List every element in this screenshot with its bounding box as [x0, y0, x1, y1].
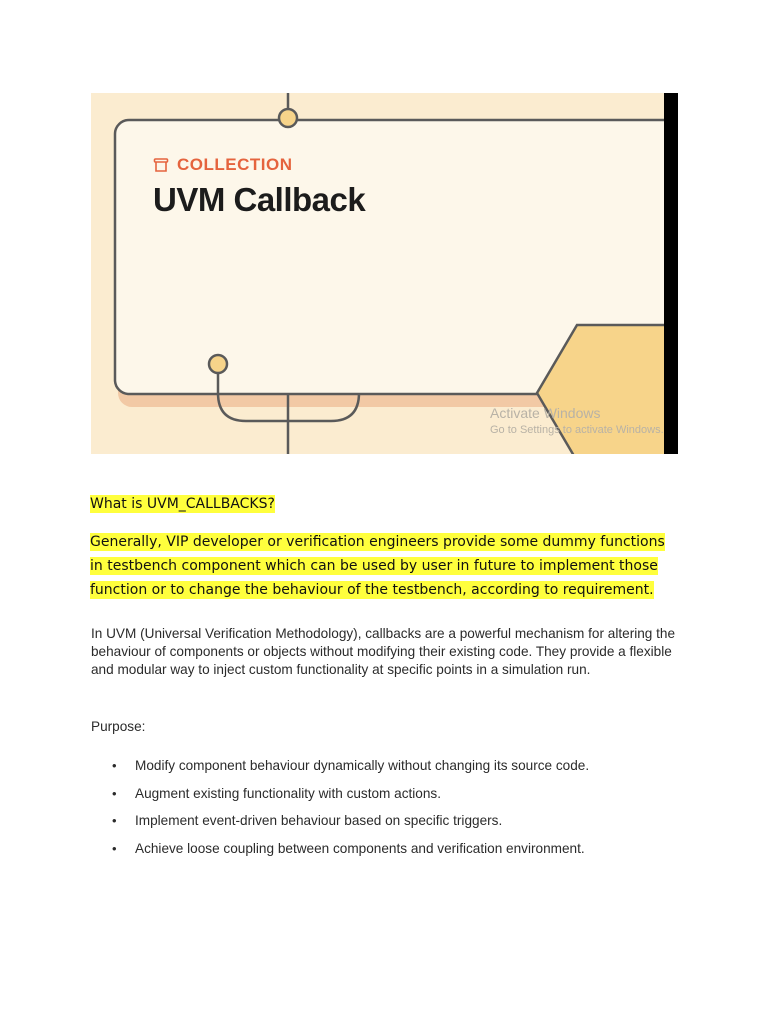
banner-decoration	[91, 93, 678, 454]
list-item-text: Implement event-driven behaviour based on specific triggers.	[135, 813, 503, 828]
collection-label	[153, 155, 365, 175]
bottom-connector-node	[209, 355, 227, 373]
watermark-line-1: Activate Windows	[490, 405, 601, 421]
list-item	[110, 758, 589, 786]
purpose-label: Purpose:	[91, 719, 146, 734]
bullet-icon: •	[112, 813, 117, 828]
banner-title: UVM Callback	[153, 181, 366, 218]
question-text: What is UVM_CALLBACKS?	[90, 496, 275, 512]
right-edge-bar	[664, 93, 678, 454]
highlight-line: function or to change the behaviour of the testbench, according to requirement.	[90, 582, 654, 598]
list-item	[110, 786, 589, 814]
list-item	[110, 813, 589, 841]
list-item-text: Augment existing functionality with custom actions.	[135, 785, 442, 801]
list-item-text: Achieve loose coupling between components and verification environment.	[135, 840, 585, 856]
list-item-text: Modify component behaviour dynamically without changing its source code.	[135, 758, 590, 773]
collection-icon	[153, 157, 169, 173]
question-heading	[90, 496, 275, 512]
banner-image	[91, 93, 678, 454]
bullet-icon: •	[112, 785, 117, 801]
bullet-icon: •	[112, 840, 117, 856]
bullet-icon: •	[112, 758, 117, 773]
intro-paragraph: In UVM (Universal Verification Methodology), callbacks are a powerful mechanism for altering the behaviour of components or objects without modifying their existing code. They provide a flexible and modular way to inject custom functionality at specific points in a simulation run.	[91, 626, 676, 677]
top-connector-node	[279, 109, 297, 127]
highlight-line: Generally, VIP developer or verification engineers provide some dummy functions	[90, 534, 665, 550]
list-item	[110, 841, 589, 869]
collection-text: COLLECTION	[177, 155, 293, 174]
highlight-line: in testbench component which can be used by user in future to implement those	[90, 558, 658, 574]
purpose-list	[110, 758, 589, 868]
watermark-line-2: Go to Settings to activate Windows.	[490, 424, 664, 436]
highlighted-paragraph	[90, 530, 690, 602]
activate-windows-watermark	[490, 405, 664, 436]
